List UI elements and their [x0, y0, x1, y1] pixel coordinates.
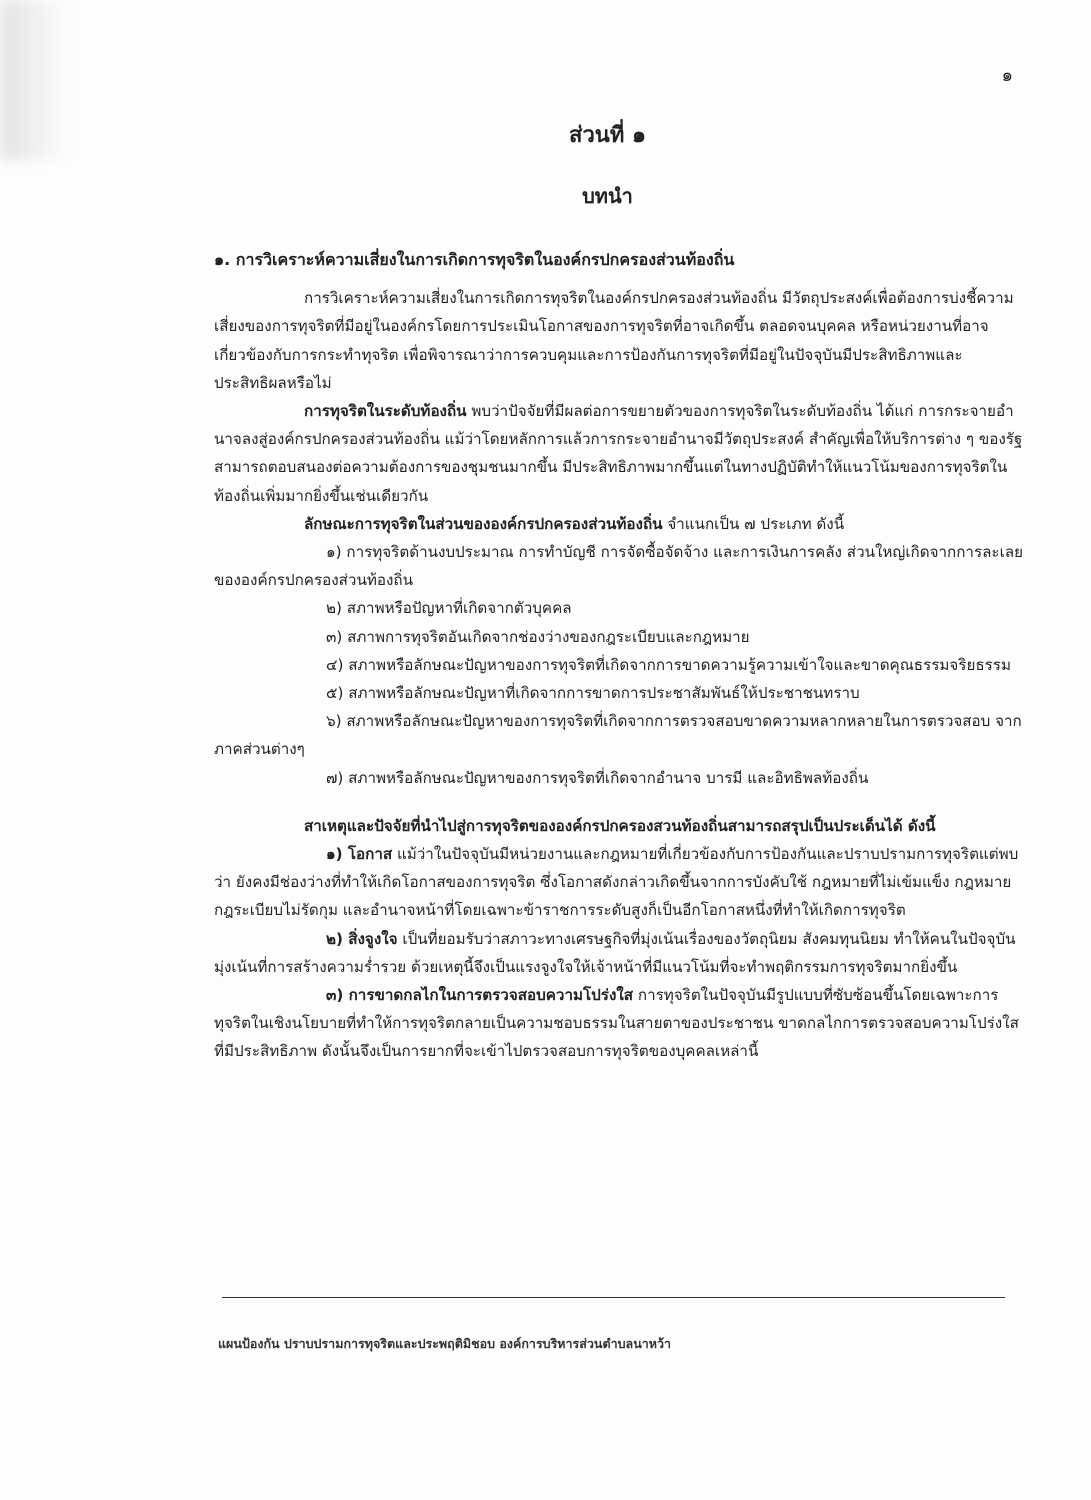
cause-item — [214, 925, 1026, 981]
list-item: ๑) การทุจริตด้านงบประมาณ การทำบัญชี การจัดซื้อจัดจ้าง และการเงินการคลัง ส่วนใหญ่เกิดจากการละเลยขององค์กรปกครองส่วนท้องถิ่น — [214, 543, 1023, 590]
cause-lead: ๑) โอกาส — [326, 845, 393, 864]
cause-item — [214, 840, 1026, 925]
paragraph-corruption-types — [214, 510, 1026, 538]
cause-text: เป็นที่ยอมรับว่าสภาวะทางเศรษฐกิจที่มุ่งเน้นเรื่องของวัตถุนิยม สังคมทุนนิยม ทำให้คนในปัจจุบันมุ่งเน้นที่การสร้างความร่ำรวย ด้วยเหตุนี้จึงเป็นแรงจูงใจให้เจ้าหน้าที่มีแนวโน้มที่จะทำพฤติกรรมการทุจริตมากยิ่งขึ้น — [214, 929, 1016, 976]
footer-divider — [222, 1297, 1005, 1298]
list-item: ๓) สภาพการทุจริตอันเกิดจากช่องว่างของกฎระเบียบและกฎหมาย — [326, 627, 750, 646]
paragraph-text: พบว่าปัจจัยที่มีผลต่อการขยายตัวของการทุจริตในระดับท้องถิ่น ได้แก่ การกระจายอำนาจลงสู่องค์กรปกครองส่วนท้องถิ่น แม้ว่าโดยหลักการแล้วการกระจายอำนาจมีวัตถุประสงค์ สำคัญเพื่อให้บริการต่าง ๆ ของรัฐสามารถตอบสนองต่อความต้องการของชุมชนมากขึ้น มีประสิทธิภาพมากขึ้นแต่ในทางปฏิบัติทำให้แนวโน้มของการทุจริตในท้องถิ่นเพิ่มมากยิ่งขึ้นเช่นเดียวกัน — [214, 402, 1023, 505]
list-item: ๔) สภาพหรือลักษณะปัญหาของการทุจริตที่เกิดจากการขาดความรู้ความเข้าใจและขาดคุณธรรมจริยธรรม — [326, 655, 1011, 674]
body-content — [214, 246, 1026, 1066]
cause-text: การทุจริตในปัจจุบันมีรูปแบบที่ซับซ้อนขึ้นโดยเฉพาะการทุจริตในเชิงนโยบายที่ทำให้การทุจริตกลายเป็นความชอบธรรมในสายตาของประชาชน ขาดกลไกการตรวจสอบความโปร่งใสที่มีประสิทธิภาพ ดังนั้นจึงเป็นการยากที่จะเข้าไปตรวจสอบการทุจริตของบุคคลเหล่านี้ — [214, 986, 1019, 1061]
intro-title: บทนำ — [582, 184, 633, 208]
list-item: ๗) สภาพหรือลักษณะปัญหาของการทุจริตที่เกิดจากอำนาจ บารมี และอิทธิพลท้องถิ่น — [326, 768, 869, 787]
cause-lead: ๒) สิ่งจูงใจ — [326, 929, 398, 948]
paragraph-lead: การทุจริตในระดับท้องถิ่น — [304, 402, 467, 421]
paragraph-risk-analysis: การวิเคราะห์ความเสี่ยงในการเกิดการทุจริตในองค์กรปกครองส่วนท้องถิ่น มีวัตถุประสงค์เพื่อต้องการบ่งชี้ความเสี่ยงของการทุจริตที่มีอยู่ในองค์กรโดยการประเมินโอกาสของการทุจริตที่อาจเกิดขึ้น ตลอดจนบุคคล หรือหน่วยงานที่อาจเกี่ยวข้องกับการกระทำทุจริต เพื่อพิจารณาว่าการควบคุมและการป้องกันการทุจริตที่มีอยู่ในปัจจุบันมีประสิทธิภาพและประสิทธิผลหรือไม่ — [214, 289, 1014, 392]
page-number: ๑ — [1001, 65, 1013, 86]
paragraph-lead: ลักษณะการทุจริตในส่วนขององค์กรปกครองส่วนท้องถิ่น — [304, 514, 663, 533]
cause-text: แม้ว่าในปัจจุบันมีหน่วยงานและกฎหมายที่เกี่ยวข้องกับการป้องกันและปราบปรามการทุจริตแต่พบว่า ยังคงมีช่องว่างที่ทำให้เกิดโอกาสของการทุจริต ซึ่งโอกาสดังกล่าวเกิดขึ้นจากการบังคับใช้ กฎหมายที่ไม่เข้มแข็ง กฎหมาย กฎระเบียบไม่รัดกุม และอำนาจหน้าที่โดยเฉพาะข้าราชการระดับสูงก็เป็นอีกโอกาสหนึ่งที่ทำให้เกิดการทุจริต — [214, 845, 1019, 920]
footer-text: แผนป้องกัน ปราบปรามการทุจริตและประพฤติมิชอบ องค์การบริหารส่วนตำบลนาหว้า — [218, 1336, 672, 1351]
list-item: ๖) สภาพหรือลักษณะปัญหาของการทุจริตที่เกิดจากการตรวจสอบขาดความหลากหลายในการตรวจสอบ จากภาคส่วนต่างๆ — [214, 712, 1022, 759]
cause-item — [214, 981, 1026, 1066]
list-item: ๕) สภาพหรือลักษณะปัญหาที่เกิดจากการขาดการประชาสัมพันธ์ให้ประชาชนทราบ — [326, 684, 860, 703]
heading-causes: สาเหตุและปัจจัยที่นำไปสู่การทุจริตขององค์กรปกครองสวนท้องถิ่นสามารถสรุปเป็นประเด็นได้ ดังนี้ — [304, 816, 936, 835]
paragraph-local-corruption — [214, 397, 1026, 510]
section-title: ส่วนที่ ๑ — [569, 123, 646, 148]
paragraph-text: จำแนกเป็น ๗ ประเภท ดังนี้ — [662, 514, 845, 533]
cause-lead: ๓) การขาดกลไกในการตรวจสอบความโปร่งใส — [326, 986, 634, 1005]
list-item: ๒) สภาพหรือปัญหาที่เกิดจากตัวบุคคล — [326, 599, 572, 618]
heading-risk-analysis: ๑. การวิเคราะห์ความเสี่ยงในการเกิดการทุจริตในองค์กรปกครองส่วนท้องถิ่น — [214, 250, 735, 269]
